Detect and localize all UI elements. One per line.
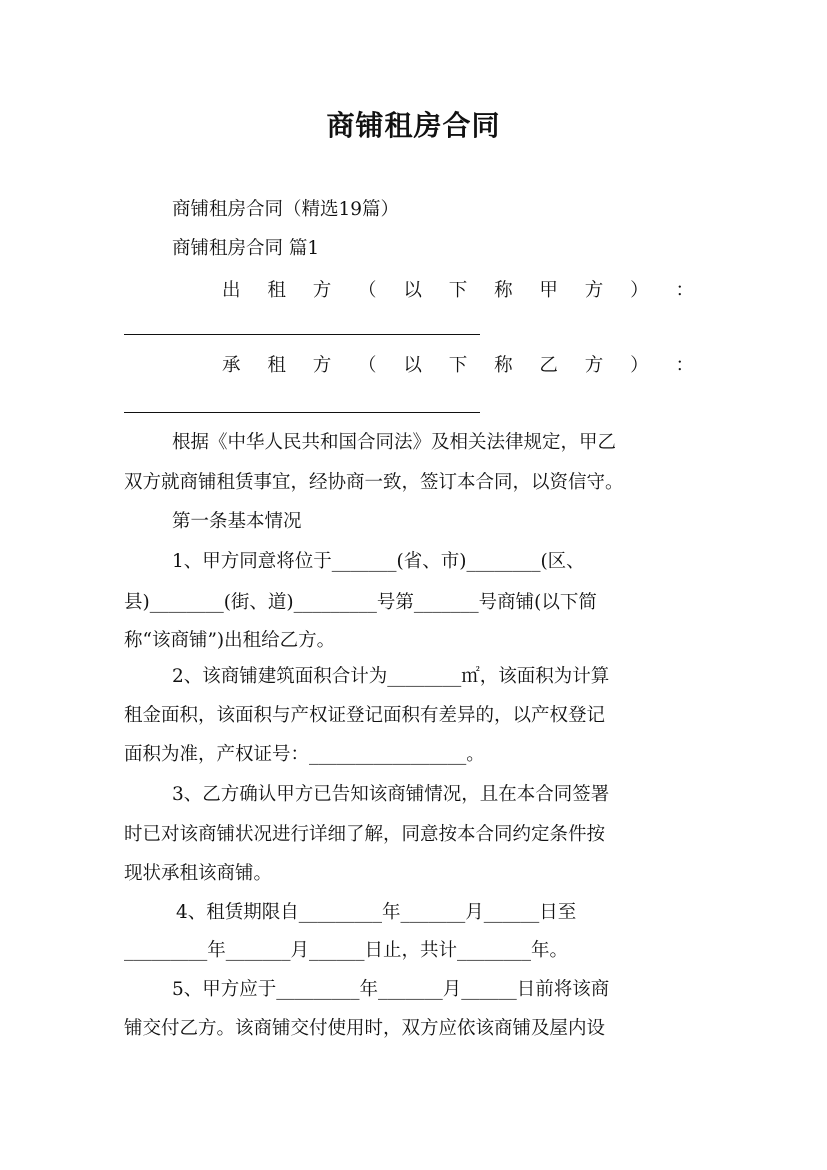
clause-1-line: 称“该商铺”)出租给乙方。 [124, 630, 336, 651]
lessee-char: 租 [267, 355, 286, 376]
lessee-char: 方 [584, 355, 604, 376]
clause-2-line: 租金面积，该面积与产权证登记面积有差异的，以产权登记 [124, 705, 606, 726]
lessor-label [222, 278, 694, 304]
lessor-char: 称 [494, 280, 513, 301]
lessee-blank-line [124, 412, 480, 413]
lessor-char: 甲 [539, 280, 558, 301]
intro-paragraph-line: 根据《中华人民共和国合同法》及相关法律规定，甲乙 [172, 432, 617, 453]
lessor-char: （ [358, 280, 377, 301]
lessee-char: 乙 [539, 355, 558, 376]
lessee-char: 下 [448, 355, 468, 376]
lessee-char: 以 [403, 355, 422, 376]
clause-3-line: 时已对该商铺状况进行详细了解，同意按本合同约定条件按 [124, 824, 606, 845]
lessee-char: 称 [494, 355, 513, 376]
section-heading: 第一条基本情况 [172, 511, 302, 532]
lessor-char: 以 [403, 280, 422, 301]
clause-5-line: 铺交付乙方。该商铺交付使用时，双方应依该商铺及屋内设 [124, 1018, 606, 1039]
clause-2-line: 2、该商铺建筑面积合计为________㎡，该面积为计算 [172, 666, 610, 687]
lessee-char: 承 [222, 355, 241, 376]
lessee-char: ： [675, 355, 694, 376]
lessor-char: ） [630, 280, 649, 301]
clause-4-line: _________年_______月______日止，共计________年。 [124, 940, 569, 961]
clause-3-line: 现状承租该商铺。 [124, 863, 273, 884]
lessor-char: ： [675, 280, 694, 301]
lessor-char: 出 [222, 280, 241, 301]
clause-3-line: 3、乙方确认甲方已告知该商铺情况，且在本合同签署 [172, 784, 610, 805]
clause-4-line: 4、租赁期限自_________年_______月______日至 [176, 902, 577, 923]
subtitle: 商铺租房合同（精选19篇） [172, 199, 400, 220]
clause-2-line: 面积为准，产权证号：_________________。 [124, 744, 485, 765]
lessor-char: 方 [312, 280, 332, 301]
lessor-char: 下 [448, 280, 468, 301]
intro-paragraph-line: 双方就商铺租赁事宜，经协商一致，签订本合同，以资信守。 [124, 472, 624, 493]
heading-article-1: 商铺租房合同 篇1 [172, 238, 320, 259]
lessee-char: ） [630, 355, 649, 376]
lessor-char: 租 [267, 280, 286, 301]
lessee-char: （ [358, 355, 377, 376]
lessee-label [222, 353, 694, 379]
lessor-char: 方 [584, 280, 604, 301]
clause-1-line: 1、甲方同意将位于_______(省、市)________(区、 [172, 551, 585, 572]
lessor-blank-line [124, 334, 480, 335]
clause-1-line: 县)________(街、道)_________号第_______号商铺(以下简 [124, 592, 597, 613]
clause-5-line: 5、甲方应于_________年_______月______日前将该商 [172, 979, 610, 1000]
document-title: 商铺租房合同 [326, 109, 501, 142]
lessee-char: 方 [312, 355, 332, 376]
